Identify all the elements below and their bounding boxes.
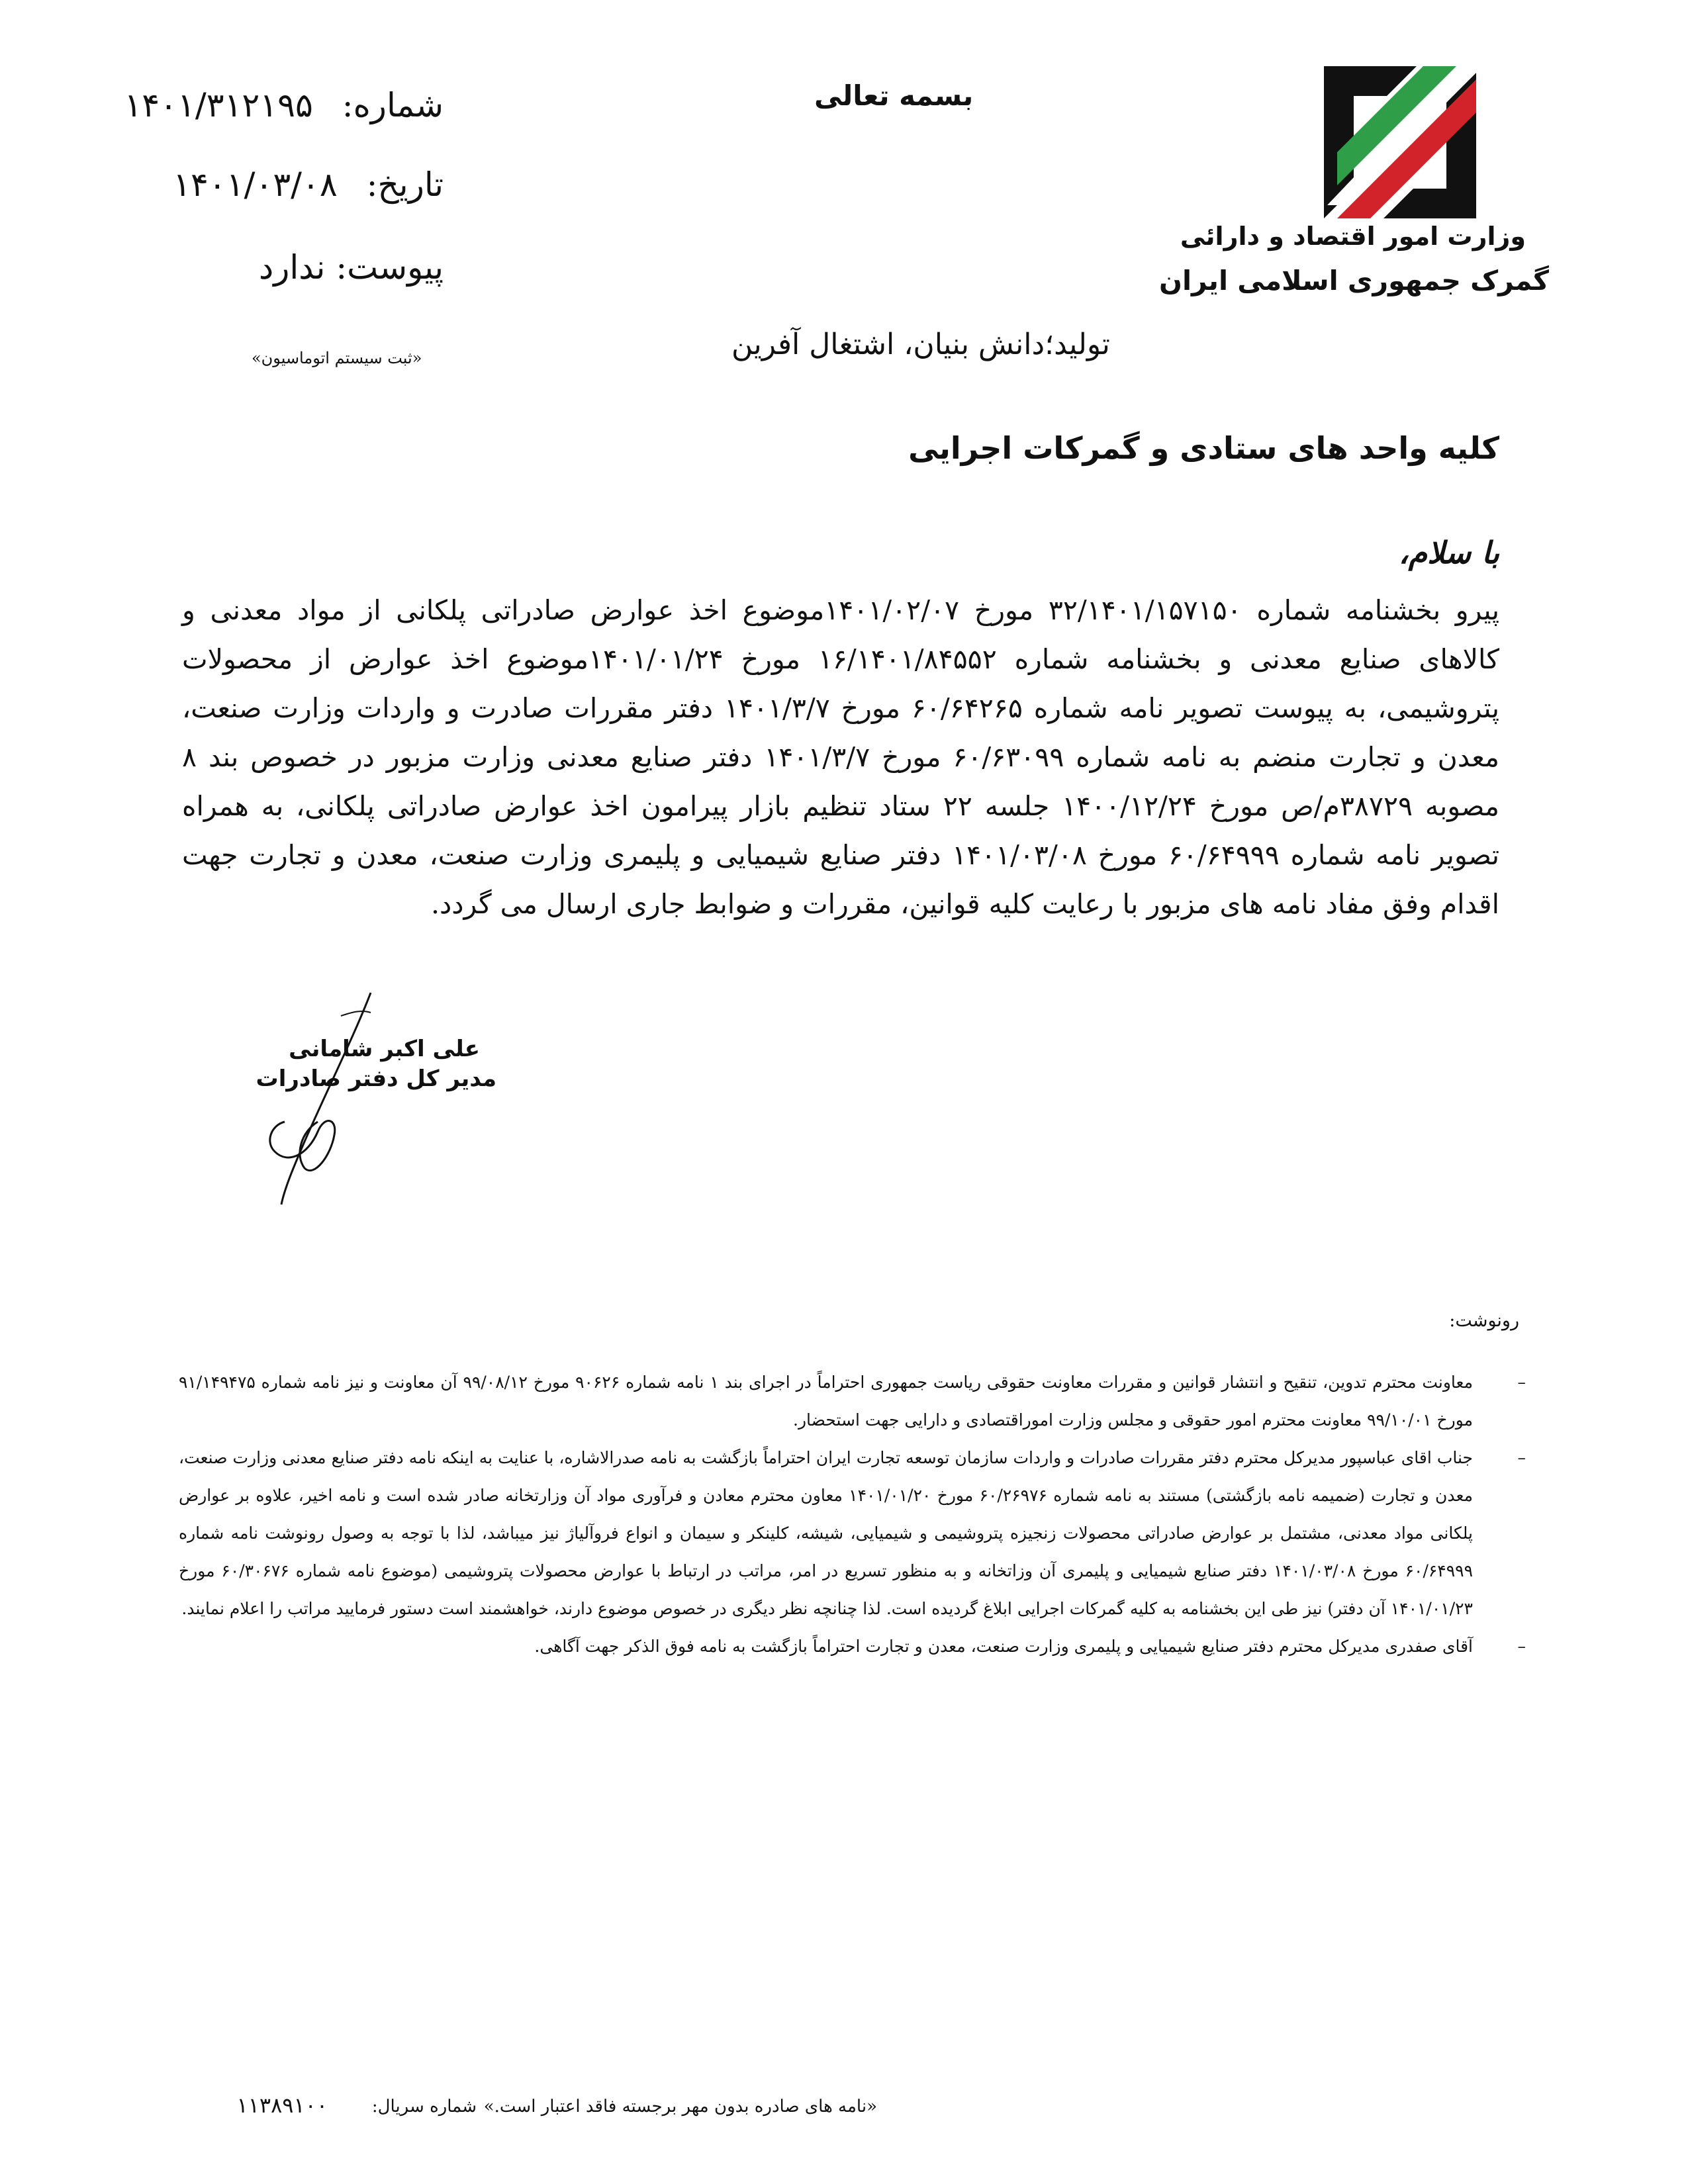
- letter-date-value: ۱۴۰۱/۰۳/۰۸: [173, 165, 338, 204]
- cc-item: [179, 1363, 1526, 1439]
- dash-icon: –: [1517, 1448, 1526, 1467]
- dash-icon: –: [1517, 1637, 1526, 1656]
- cc-item: [179, 1627, 1526, 1665]
- automation-registration-note: «ثبت سیستم اتوماسیون»: [252, 349, 422, 367]
- recipient-line: کلیه واحد های ستادی و گمرکات اجرایی: [908, 430, 1499, 466]
- year-slogan: تولید؛دانش بنیان، اشتغال آفرین: [731, 328, 1110, 361]
- customs-logo-icon: [1324, 66, 1476, 218]
- basmala-heading: بسمه تعالی: [814, 79, 974, 112]
- cc-label: رونوشت:: [1449, 1310, 1519, 1331]
- customs-name: گمرک جمهوری اسلامی ایران: [1159, 265, 1549, 296]
- letter-number: [124, 86, 444, 124]
- cc-item-text: معاونت محترم تدوین، تنقیح و انتشار قوانین و مقررات معاونت حقوقی ریاست جمهوری احتراماً در اجرای بند ۱ نامه شماره ۹۰۶۲۶ مورخ ۹۹/۰۸/۱۲ آن معاونت و نیز نامه شماره ۹۱/۱۴۹۴۷۵ مورخ ۹۹/۱۰/۰۱ معاونت محترم امور حقوقی و مجلس وزارت اموراقتصادی و دارایی جهت استحضار.: [179, 1373, 1473, 1430]
- cc-item-text: آقای صفدری مدیرکل محترم دفتر صنایع شیمیایی و پلیمری وزارت صنعت، معدن و تجارت احتراماً بازگشت به نامه فوق الذکر جهت آگاهی.: [534, 1637, 1473, 1656]
- cc-item-text: جناب اقای عباسپور مدیرکل محترم دفتر مقررات صادرات و واردات سازمان توسعه تجارت ایران احتراماً بازگشت به نامه صدرالاشاره، با عنایت به اینکه نامه دفتر صنایع معدنی وزارت صنعت، معدن و تجارت (ضمیمه نامه بازگشتی) مستند به نامه شماره ۶۰/۲۶۹۷۶ مورخ ۱۴۰۱/۰۱/۲۰ معاون محترم معادن و فرآوری مواد آن وزارتخانه صادر شده است و نامه اخیر، علاوه بر عوارض پلکانی مواد معدنی، مشتمل بر عوارض صادراتی محصولات زنجیزه پتروشیمی و شیمیایی، شیشه، کلینکر و سیمان و انواع فروآلیاژ نیز میباشد، لذا با توجه به وصول رونوشت نامه شماره ۶۰/۶۴۹۹۹ مورخ ۱۴۰۱/۰۳/۰۸ دفتر صنایع شیمیایی و پلیمری آن وزاتخانه و به منظور تسریع در امر، مراتب در ارتباط با عوارض محصولات پتروشیمی (موضوع نامه شماره ۶۰/۳۰۶۷۶ مورخ ۱۴۰۱/۰۱/۲۳ آن دفتر) نیز طی این بخشنامه به کلیه گمرکات اجرایی ابلاغ گردیده است. لذا چنانچه نظر دیگری در خصوص موضوع دارند، خواهشمند است دستور فرمایید مراتب را اعلام نمایند.: [179, 1448, 1474, 1618]
- greeting: با سلام،: [1398, 535, 1499, 570]
- cc-item: [179, 1439, 1526, 1627]
- signatory-title: مدیر کل دفتر صادرات: [256, 1066, 496, 1092]
- ministry-name: وزارت امور اقتصاد و دارائی: [1180, 222, 1526, 251]
- signature-scribble-icon: [255, 989, 407, 1208]
- cc-list: [179, 1363, 1526, 1665]
- letter-attachment-label: پیوست:: [336, 248, 444, 287]
- signatory-name: علی اکبر شامانی: [289, 1036, 480, 1062]
- letter-number-label: شماره:: [342, 86, 444, 124]
- letter-body: پیرو بخشنامه شماره ۳۲/۱۴۰۱/۱۵۷۱۵۰ مورخ ۱۴۰۱/۰۲/۰۷موضوع اخذ عوارض صادراتی پلکانی از مواد معدنی و کالاهای صنایع معدنی و بخشنامه شماره ۱۶/۱۴۰۱/۸۴۵۵۲ مورخ ۱۴۰۱/۰۱/۲۴موضوع اخذ عوارض از محصولات پتروشیمی، به پیوست تصویر نامه شماره ۶۰/۶۴۲۶۵ مورخ ۱۴۰۱/۳/۷ دفتر مقررات صادرت و واردات وزارت صنعت، معدن و تجارت منضم به نامه شماره ۶۰/۶۳۰۹۹ مورخ ۱۴۰۱/۳/۷ دفتر صنایع معدنی وزارت مزبور در خصوص بند ۸ مصوبه ۳۸۷۲۹م/ص مورخ ۱۴۰۰/۱۲/۲۴ جلسه ۲۲ ستاد تنظیم بازار پیرامون اخذ عوارض صادراتی پلکانی، به همراه تصویر نامه شماره ۶۰/۶۴۹۹۹ مورخ ۱۴۰۱/۰۳/۰۸ دفتر صنایع شیمیایی و پلیمری وزارت صنعت، معدن و تجارت جهت اقدام وفق مفاد نامه های مزبور با رعایت کلیه قوانین، مقررات و ضوابط جاری ارسال می گردد.: [182, 594, 1500, 920]
- dash-icon: –: [1517, 1373, 1526, 1392]
- letter-attachment-value: ندارد: [258, 248, 326, 287]
- letter-date-label: تاریخ:: [366, 165, 444, 204]
- letter-date: [173, 165, 444, 204]
- footer-serial-value: ۱۱۳۸۹۱۰۰: [236, 2093, 328, 2118]
- letter-number-value: ۱۴۰۱/۳۱۲۱۹۵: [124, 86, 313, 124]
- footer-validity-note: «نامه های صادره بدون مهر برجسته فاقد اعتبار است.»: [483, 2097, 877, 2116]
- footer-serial-label: شماره سریال:: [371, 2097, 477, 2116]
- letter-attachment: [259, 248, 444, 287]
